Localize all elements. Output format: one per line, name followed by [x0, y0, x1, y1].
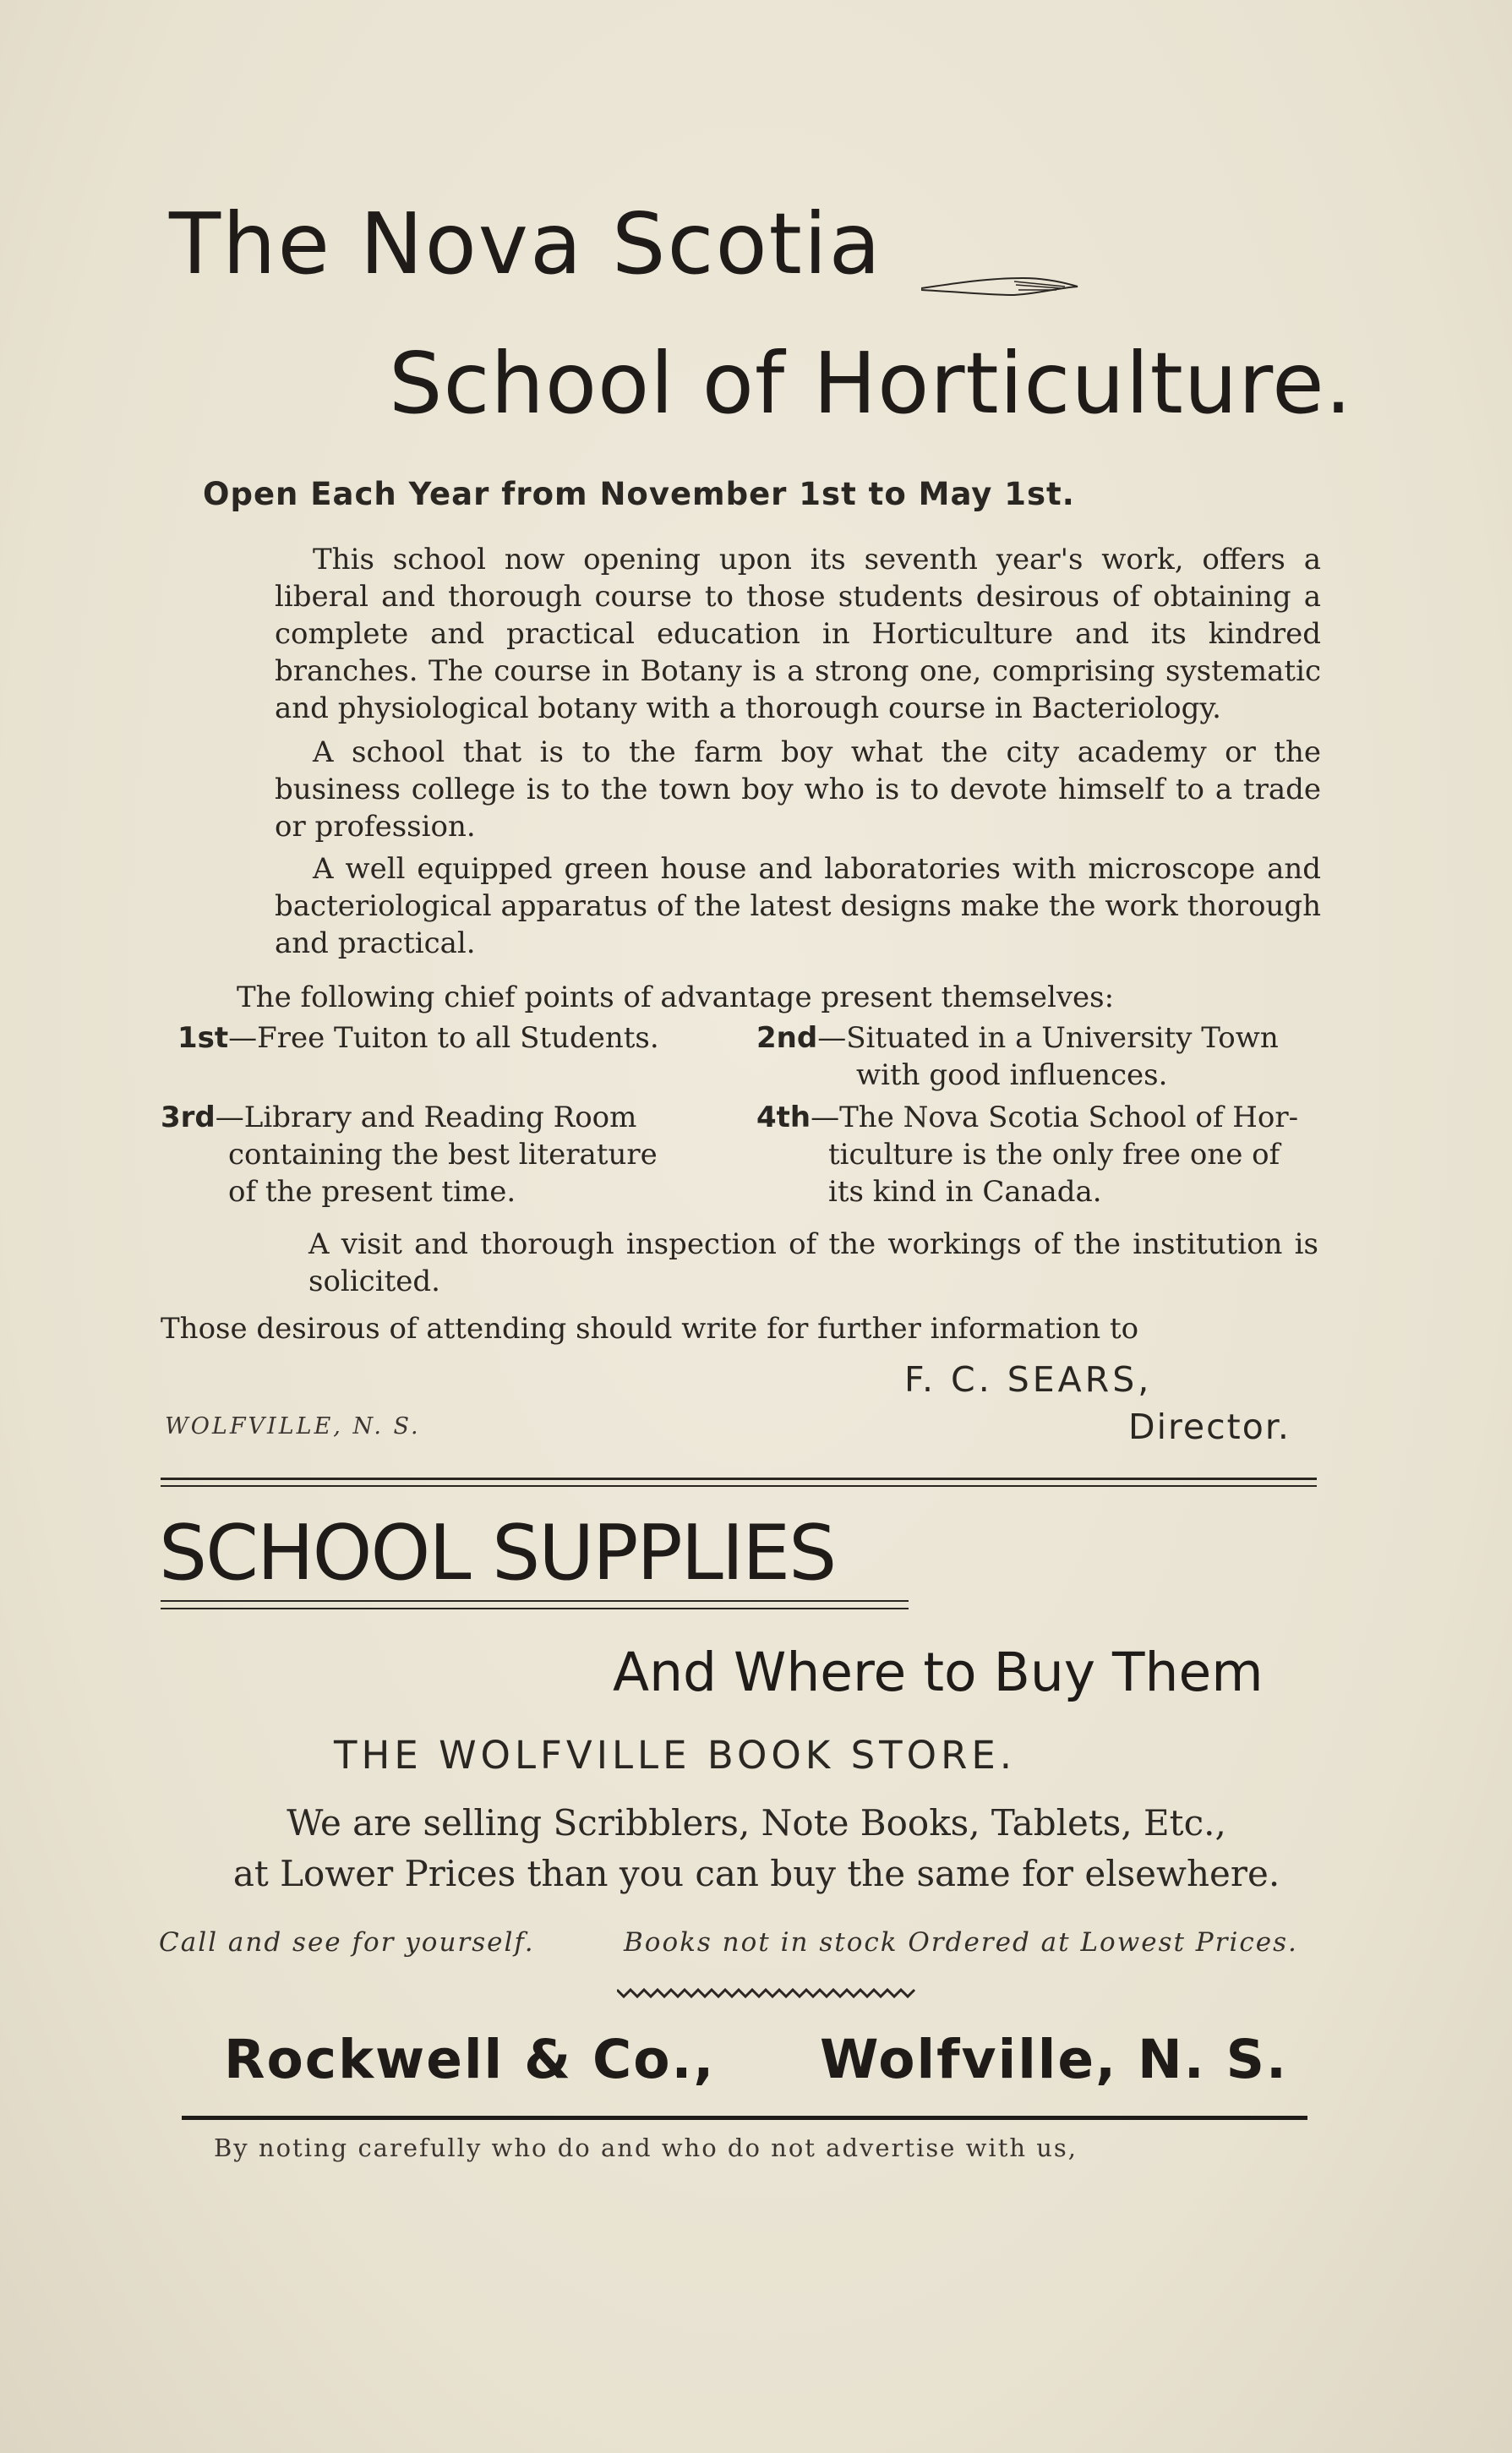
point-text: —Situated in a University Town: [817, 1021, 1279, 1055]
visit-note: A visit and thorough inspection of the workings of the institution is solicited.: [308, 1227, 1318, 1298]
point-4: [756, 1099, 1331, 1210]
call-note: Call and see for yourself.: [159, 1927, 535, 1958]
place-line: WOLFVILLE, N. S.: [165, 1413, 421, 1440]
point-label: 2nd: [756, 1021, 818, 1055]
heading-underline: [161, 1608, 909, 1609]
point-text: —Free Tuiton to all Students.: [228, 1021, 659, 1055]
point-label: 3rd: [161, 1101, 216, 1134]
point-text-cont: its kind in Canada.: [828, 1175, 1102, 1209]
title-line-1: The Nova Scotia: [169, 194, 882, 293]
point-label: 1st: [177, 1021, 229, 1055]
point-text: —Library and Reading Room: [215, 1101, 637, 1134]
point-text-cont: of the present time.: [228, 1175, 516, 1209]
title-line-2: School of Horticulture.: [389, 334, 1353, 433]
point-text-cont: containing the best literature: [228, 1138, 658, 1172]
point-3: [161, 1099, 701, 1210]
heading-underline: [161, 1600, 909, 1602]
paragraph-3: A well equipped green house and laboratories with microscope and bacteriological apparatus of the latest designs make the work thorough and practical.: [275, 852, 1321, 960]
supplies-subheading: And Where to Buy Them: [613, 1642, 1264, 1703]
point-text: —The Nova Scotia School of Hor-: [811, 1101, 1299, 1134]
signer-name: F. C. SEARS,: [904, 1359, 1153, 1400]
company-name: Rockwell & Co.,: [224, 2029, 716, 2090]
zigzag-ornament: [617, 1988, 918, 1998]
selling-line-1: We are selling Scribblers, Note Books, Tablets, Etc.,: [287, 1802, 1226, 1844]
footer-rule: [182, 2116, 1307, 2120]
footer-line: By noting carefully who do and who do not advertise with us,: [214, 2133, 1078, 2162]
section-divider: [161, 1485, 1317, 1487]
point-text-cont: ticulture is the only free one of: [828, 1138, 1280, 1172]
supplies-heading: SCHOOL SUPPLIES: [159, 1509, 836, 1598]
company-town: Wolfville, N. S.: [820, 2029, 1288, 2090]
paragraph-2: A school that is to the farm boy what the city academy or the business college is to the town boy who is to devote himself to a trade or profession.: [275, 735, 1321, 844]
signer-title: Director.: [1128, 1407, 1291, 1447]
selling-line-2: at Lower Prices than you can buy the same for elsewhere.: [232, 1853, 1280, 1894]
write-note: Those desirous of attending should write for further information to: [161, 1312, 1139, 1346]
paragraph-1: This school now opening upon its seventh year's work, offers a liberal and thorough course to those students desirous of obtaining a complete and practical education in Horticulture and its kindred branches. The course in Botany is a strong one, comprising systematic and physiological botany with a thorough course in Bacteriology.: [275, 543, 1321, 725]
point-2: [756, 1019, 1331, 1094]
point-1: [177, 1019, 701, 1057]
section-divider: [161, 1478, 1317, 1480]
open-season-line: Open Each Year from November 1st to May 1st.: [203, 476, 1075, 512]
books-note: Books not in stock Ordered at Lowest Prices.: [624, 1927, 1298, 1958]
store-name: THE WOLFVILLE BOOK STORE.: [334, 1733, 1017, 1778]
point-label: 4th: [756, 1101, 811, 1134]
flourish-ornament: [921, 266, 1082, 300]
points-intro: The following chief points of advantage present themselves:: [237, 981, 1115, 1014]
point-text-cont: with good influences.: [856, 1058, 1168, 1092]
